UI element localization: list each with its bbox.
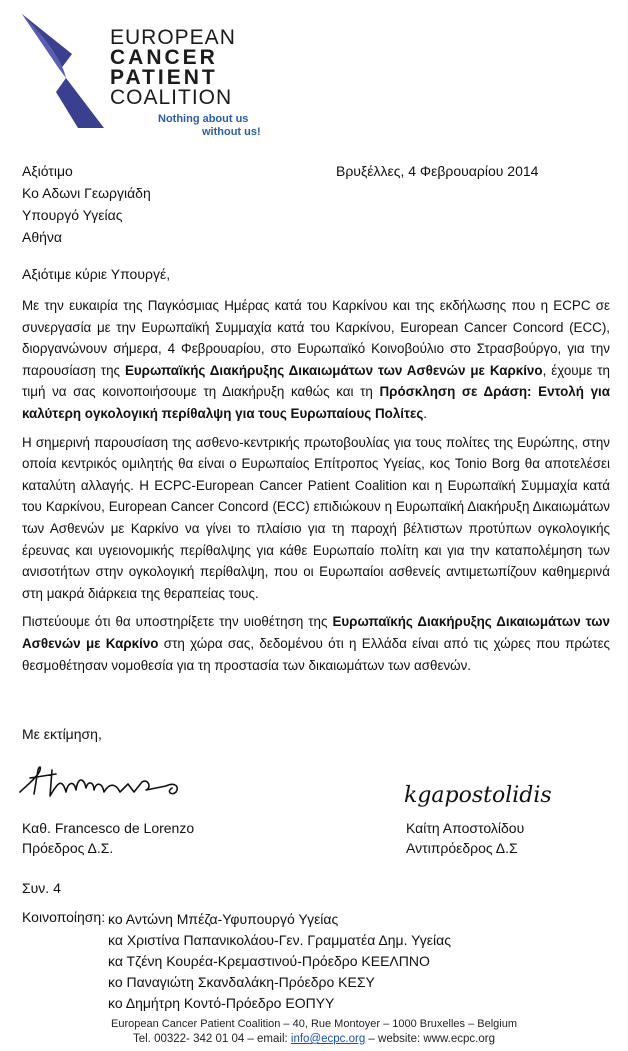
letter-body (22, 295, 610, 683)
signer-right (406, 818, 524, 858)
logo-line-4: COALITION (110, 86, 233, 109)
p1-bold-call-to-action: Πρόσκληση σε Δράση: Εντολή για καλύτερη ογκολογική περίθαλψη για τους Ευρωπαίους Πολίτες (22, 384, 610, 421)
paragraph-3 (22, 611, 610, 676)
p1-text-a: Με την ευκαιρία της Παγκόσμιας Ημέρας κατά του Καρκίνου και της εκδήλωσης που η ECPC σε συνεργασία με την Ευρωπαϊκή Συμμαχία κατά του Καρκίνου, European Cancer Concord (ECC), διοργανώνουν σήμερα, 4 Φεβρουαρίου, στο Ευρωπαϊκό Κοινοβούλιο στο Στρασβούργο, για την παρουσίαση της (22, 298, 610, 378)
ecpc-logo (20, 12, 320, 142)
cc-item: κο Αντώνη Μπέζα-Υφυπουργό Υγείας (108, 911, 339, 927)
footer-email-link[interactable]: info@ecpc.org (290, 1033, 366, 1045)
p1-text-e: . (423, 405, 428, 421)
logo-line-2: CANCER (110, 46, 218, 69)
signer-left-title: Πρόεδρος Δ.Σ. (22, 840, 114, 856)
closing: Με εκτίμηση, (22, 726, 102, 742)
cc-list (108, 909, 451, 1014)
enclosures: Συν. 4 (22, 880, 61, 896)
p3-bold-declaration: Ευρωπαϊκής Διακήρυξης Δικαιωμάτων των Ασθενών με Καρκίνο (22, 614, 610, 651)
signer-left-name: Καθ. Francesco de Lorenzo (22, 820, 195, 836)
salutation: Αξιότιμε κύριε Υπουργέ, (22, 266, 171, 282)
logo-line-1: EUROPEAN (110, 26, 236, 49)
paragraph-2: Η σημερινή παρουσίαση της ασθενο-κεντρικής πρωτοβουλίας για τους πολίτες της Ευρώπης, στην οποία κεντρικός ομιλητής θα είναι ο Ευρωπαίος Επίτροπος Υγείας, κος Tonio Borg θα αποτελέσει καταλύτη αλλαγής. Η ECPC-European Cancer Patient Coalition και η Ευρωπαϊκή Συμμαχία κατά του Καρκίνου, European Cancer Concord (ECC) επιδιώκουν η Ευρωπαϊκή Διακήρυξη Δικαιωμάτων των Ασθενών με Καρκίνο να γίνει το πλαίσιο για τη παροχή βέλτιστων προτύπων ογκολογικής έρευνας και υγειονομικής περίθαλψης για κάθε Ευρωπαίο πολίτη και για την καταπολέμηση των ανισοτήτων στην ογκολογική περίθαλψη, που οι Ευρωπαίοι ασθενείς αντιμετωπίζουν καθημερινά στη μακρά διάρκεια της θεραπείας τους. (22, 434, 610, 601)
recipient-line: Αθήνα (22, 229, 63, 245)
cc-label: Κοινοποίηση: (22, 909, 106, 925)
recipient-line: Αξιότιμο (22, 163, 73, 179)
footer-website: – website: www.ecpc.org (365, 1033, 495, 1045)
p1-bold-declaration: Ευρωπαϊκής Διακήρυξης Δικαιωμάτων των Ασθενών με Καρκίνο (124, 362, 543, 378)
p3-text-a: Πιστεύουμε ότι θα υποστηρίξετε την υιοθέτηση της (22, 614, 333, 630)
recipient-line: Υπουργό Υγείας (22, 207, 123, 223)
logo-slogan (158, 113, 261, 139)
logo-line-3: PATIENT (110, 66, 218, 89)
p3-text-c: στη χώρα σας, δεδομένου ότι η Ελλάδα είναι από τις χώρες που πρώτες θεσμοθέτησαν νομοθεσία για τη προστασία των δικαιωμάτων των ασθενών. (22, 635, 610, 673)
ecpc-ribbon-logo-icon (20, 12, 104, 130)
cc-item: κο Παναγιώτη Σκανδαλάκη-Πρόεδρο ΚΕΣΥ (108, 974, 375, 990)
footer-address: European Cancer Patient Coalition – 40, Rue Montoyer – 1000 Bruxelles – Belgium (110, 1018, 518, 1030)
logo-wordmark (110, 28, 236, 108)
recipient-line: Κο Αδωνι Γεωργιάδη (22, 185, 151, 201)
paragraph-1 (22, 295, 610, 425)
signer-left (22, 818, 194, 858)
footer-tel: Tel. 00322- 342 01 04 – email: (132, 1033, 291, 1045)
cc-item: κο Δημήτρη Κοντό-Πρόεδρο ΕΟΠΥΥ (108, 995, 335, 1011)
footer-contact (0, 1032, 628, 1047)
signature-right-image (402, 770, 582, 814)
slogan-line-2: without us! (202, 126, 261, 138)
signer-right-name: Καίτη Αποστολίδου (406, 820, 525, 836)
cc-item: κα Τζένη Κουρέα-Κρεμαστινού-Πρόεδρο ΚΕΕΛΠΝΟ (108, 953, 430, 969)
signature-left-image (16, 752, 216, 812)
place-date: Βρυξέλλες, 4 Φεβρουαρίου 2014 (336, 163, 539, 179)
recipient-address (22, 160, 151, 248)
signature-right-text: kgapostolidis (404, 783, 552, 808)
p1-text-c: , έχουμε τη τιμή να σας κοινοποιήσουμε τη Διακήρυξη καθώς και τη (22, 362, 610, 400)
signer-right-title: Αντιπρόεδρος Δ.Σ (406, 840, 518, 856)
cc-item: κα Χριστίνα Παπανικολάου-Γεν. Γραμματέα Δημ. Υγείας (108, 932, 451, 948)
slogan-line-1: Nothing about us (158, 113, 249, 125)
